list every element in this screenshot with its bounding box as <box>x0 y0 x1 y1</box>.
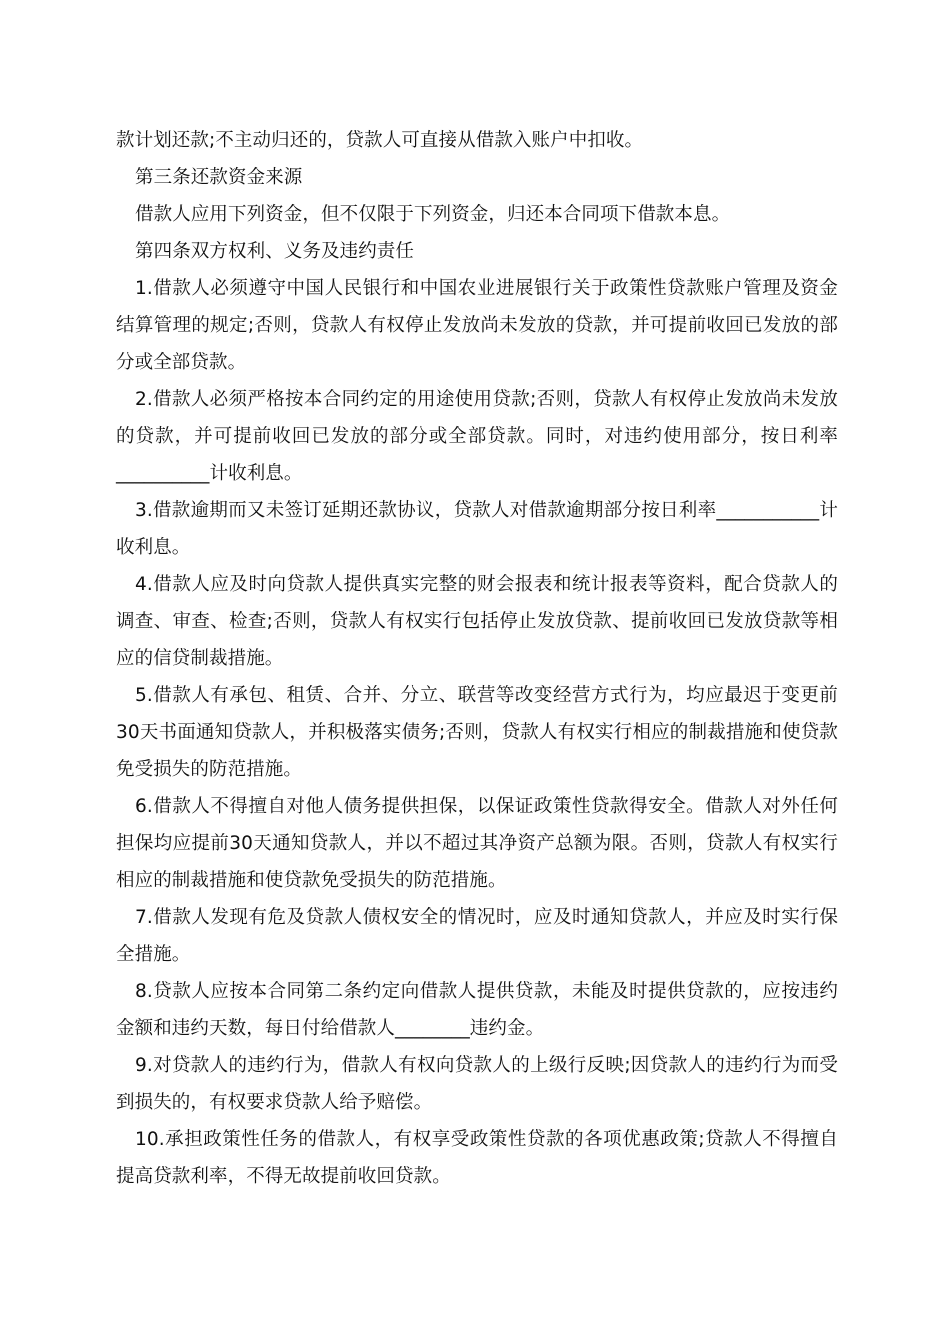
clause-6: 6.借款人不得擅自对他人债务提供担保，以保证政策性贷款得安全。借款人对外任何担保均应提前30天通知贷款人，并以不超过其净资产总额为限。否则，贷款人有权实行相应的制裁措施和使贷款免受损失的防范措施。 <box>116 796 838 891</box>
document-body <box>116 122 838 1195</box>
clause-4: 4.借款人应及时向贷款人提供真实完整的财会报表和统计报表等资料，配合贷款人的调查、审查、检查;否则，贷款人有权实行包括停止发放贷款、提前收回已发放贷款等相应的信贷制裁措施。 <box>116 574 838 669</box>
heading-article-3: 第三条还款资金来源 <box>135 167 303 188</box>
heading-article-4: 第四条双方权利、义务及违约责任 <box>135 241 415 262</box>
clause-9: 9.对贷款人的违约行为，借款人有权向贷款人的上级行反映;因贷款人的违约行为而受到损失的，有权要求贷款人给予赔偿。 <box>116 1055 838 1113</box>
clause-8: 8.贷款人应按本合同第二条约定向借款人提供贷款，未能及时提供贷款的，应按违约金额和违约天数，每日付给借款人________违约金。 <box>116 981 838 1039</box>
paragraph-repayment-continuation: 款计划还款;不主动归还的，贷款人可直接从借款入账户中扣收。 <box>116 130 644 151</box>
clause-5: 5.借款人有承包、租赁、合并、分立、联营等改变经营方式行为，均应最迟于变更前30天书面通知贷款人，并积极落实债务;否则，贷款人有权实行相应的制裁措施和使贷款免受损失的防范措施。 <box>116 685 838 780</box>
clause-7: 7.借款人发现有危及贷款人债权安全的情况时，应及时通知贷款人，并应及时实行保全措施。 <box>116 907 838 965</box>
clause-2: 2.借款人必须严格按本合同约定的用途使用贷款;否则，贷款人有权停止发放尚未发放的贷款，并可提前收回已发放的部分或全部贷款。同时，对违约使用部分，按日利率__________计收利息。 <box>116 389 838 484</box>
paragraph-repayment-source: 借款人应用下列资金，但不仅限于下列资金，归还本合同项下借款本息。 <box>135 204 731 225</box>
clause-1: 1.借款人必须遵守中国人民银行和中国农业进展银行关于政策性贷款账户管理及资金结算管理的规定;否则，贷款人有权停止发放尚未发放的贷款，并可提前收回已发放的部分或全部贷款。 <box>116 278 838 373</box>
clause-10: 10.承担政策性任务的借款人，有权享受政策性贷款的各项优惠政策;贷款人不得擅自提高贷款利率，不得无故提前收回贷款。 <box>116 1129 838 1187</box>
clause-3: 3.借款逾期而又未签订延期还款协议，贷款人对借款逾期部分按日利率___________计收利息。 <box>116 500 838 558</box>
